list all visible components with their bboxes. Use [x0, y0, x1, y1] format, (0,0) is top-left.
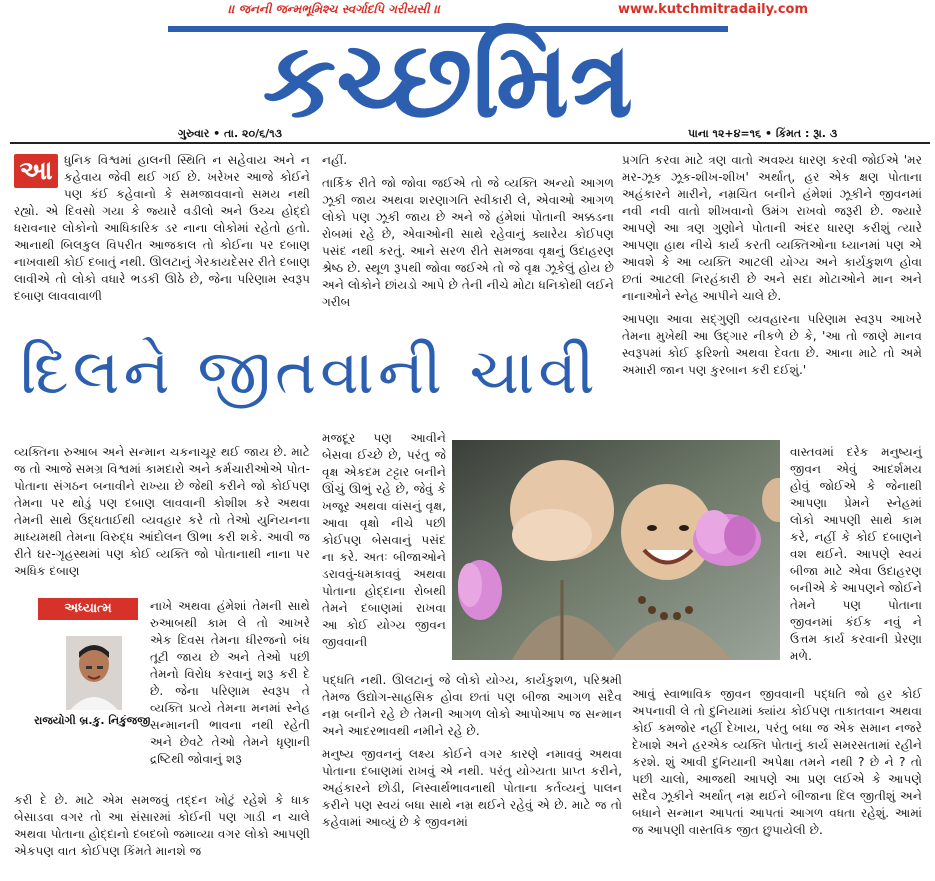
col2-top-p1: નહીં.: [322, 153, 348, 167]
col1-bottom-c-text: કરી દે છે. માટે એમ સમજવું તદ્દન ખોટું રહેશે કે ધાક બેસાડવા વગર તો આ સંસારમાં કોઈની પણ ગાડી ન ચાલે અથવા પોતાના હોદ્દાનો દબદબો જમાવ્યા વગર લોકો આપણી એકપણ વાત કોઈપણ કિંમતે માનશે જ: [14, 793, 310, 858]
website-link[interactable]: www.kutchmitradaily.com: [618, 2, 809, 17]
article-headline: દિલને જીતવાની ચાવી: [20, 335, 599, 408]
col3-bottom-a-text: વાસ્તવમાં દરેક મનુષ્યનું જીવન એવું આદર્શમય હોવું જોઈએ કે જેનાથી આપણા પ્રેમને સ્નેહમાં લોકો આપણી સાથે કામ કરે, નહીં કે કોઈ દબાણને વશ થઈને. આપણે સ્વયં બીજા માટે એવા ઉદાહરણ બનીએ કે આપણને જોઈને તેમને પણ પોતાના જીવનમાં કંઈક નવું ને ઉત્તમ કાર્ય કરવાની પ્રેરણા મળે.: [790, 445, 922, 663]
column-3-bottom-b: [632, 686, 922, 839]
page-info: પાના ૧૨+૪=૧૬ • કિંમત : રૂા. ૩: [688, 127, 838, 140]
col1-top-text: ધુનિક વિશ્વમાં હાલની સ્થિતિ ન સહેવાય અને ન કહેવાય જેવી થઈ ગઈ છે. ખરેખર આજે કોઈને પણ કંઈ કહેવાનો કે સમજાવવાનો સમય નથી રહ્યો. એ દિવસો ગયા કે જ્યારે વડીલો અને ઉચ્ચ હોદ્દો ધરાવનાર લોકોનો આધિકારિક ડર નાના લોકોમાં રહેતો હતો. આનાથી બિલકુલ વિપરીત આજકાલ તો કોઈના પર દબાણ નાખવાથી કોઈ દબાતું નથી. ઊલટાનું ગેરકાયદેસર રીતે દબાણ લાવીએ તો લોકો વધારે ભડકી ઊઠે છે, જેના પરિણામ સ્વરૂપ દબાણ લાવવાવાળી: [14, 153, 310, 303]
column-1-top: [14, 152, 310, 305]
col2-bottom-c-text: મનુષ્ય જીવનનું લક્ષ્ય કોઈને વગર કારણે નમાવવું અથવા પોતાના દબાણમાં રાખવું એ નથી. પરંતુ યોગ્યતા પ્રાપ્ત કરીને, અહંકારને છોડી, નિસ્વાર્થભાવનાથી પોતાના કર્તવ્યનું પાલન કરીને પણ સ્વયં બધા સાથે નમ્ર થઈને રહેવું એ છે. માટે જ તો કહેવામાં આવ્યું છે કે જીવનમાં: [322, 747, 622, 829]
header-divider: [10, 142, 930, 144]
column-2-top: [322, 152, 614, 317]
column-3-top: [622, 152, 922, 385]
col1-bottom-a-text: વ્યક્તિના રુઆબ અને સન્માન ચકનાચૂર થઈ જાય છે. માટે જ તો આજે સમગ્ર વિશ્વમાં કામદારો અને કર્મચારીઓએ પોત-પોતાના સંગઠન બનાવીને રાખ્યા છે જેથી કરીને જો કોઈપણ તેમના પર થોડું પણ દબાણ લાવવાની કોશીશ કરે અથવા તેમની સાથે ઉદ્ધતાઈથી વ્યવહાર કરે તો તેઓ યુનિયનના માધ્યમથી તેમના વિરુદ્ધ આંદોલન ઊભા કરી શકે. આવી જ રીતે ઘર-ગૃહસ્થમાં પણ કોઈ વ્યક્તિ જો પોતાનાથી નાના પર અધિક દબાણ: [14, 445, 310, 578]
section-label: અધ્યાત્મ: [38, 598, 138, 620]
article-photo: [452, 440, 780, 660]
masthead-logo: [168, 12, 768, 132]
column-1-bottom-c: [14, 792, 310, 860]
col2-top-p2: તાર્કિક રીતે જો જોવા જઈએ તો જે વ્યક્તિ અન્યો આગળ ઝૂકી જાય અથવા શરણાગતિ સ્વીકારી લે, એવાઓ આગળ લોકો પણ ઝૂકી જાય છે અને જે હંમેશાં પોતાની અક્કડના રોબમાં રહે છે, એવાઓની સાથે રહેવાનું ક્યારેય કોઈપણ પસંદ નથી કરતું. આને સરળ રીતે સમજવા વૃક્ષનું ઉદાહરણ શ્રેષ્ઠ છે. સ્થૂળ રૂપથી જોવા જઈએ તો જે વૃક્ષ ઝૂકેલું હોય છે અને લોકોને છાંયડો આપે છે તેની નીચે મોટા ધનિકોથી લઈને ગરીબ: [322, 176, 614, 309]
col3-top-p2: આપણા આવા સદ્ગુણી વ્યવહારના પરિણામ સ્વરૂપ આખરે તેમના મુખેથી આ ઉદ્ગાર નીકળે છે કે, 'આ તો જાણે માનવ સ્વરૂપમાં કોઈ ફરિશ્તો અથવા દેવતા છે. આના માટે તો અમે અમારી જાન પણ કુરબાન કરી દઈશું.': [622, 312, 922, 377]
col3-bottom-b-text: આવું સ્વાભાવિક જીવન જીવવાની પદ્ધતિ જો હર કોઈ અપનાવી લે તો દુનિયામાં ક્યાંય કોઈપણ તાકાતવાન અથવા કોઈ કમજોર નહીં દેખાય, પરંતુ બધા જ એક સમાન નજરે દેખાશે અને હરએક વ્યક્તિ પોતાનું કાર્ય સમરસતામાં રહીને કરશે. શું આવી દુનિયાની અપેક્ષા તમને નથી ? છે ને ? તો પછી ચાલો, આજથી આપણે આ પ્રણ લઈએ કે આપણે સદૈવ ઝૂકીને અર્થાત્ નમ્ર થઈને બીજાના દિલ જીતીશું અને બધાને સન્માન આપતાં આપતાં આગળ વધતા રહેશું. આમાં જ આપણી વાસ્તવિક જીત છુપાયેલી છે.: [632, 687, 922, 837]
col1-bottom-b-text: નાખે અથવા હંમેશાં તેમની સાથે રુઆબથી કામ લે તો આખરે એક દિવસ તેમના ધીરજનો બંધ તૂટી જાય છે અને તેઓ પછી તેમનો વિરોધ કરવાનું શરૂ કરી દે છે. જેના પરિણામ સ્વરૂપ તે વ્યક્તિ પ્રત્યે તેમના મનમાં સ્નેહ સન્માનની ભાવના નથી રહેતી અને છેવટે તેઓ તેમને ધૃણાની દ્રષ્ટિથી જોવાનું શરૂ: [150, 599, 310, 766]
column-2-bottom-b: [322, 672, 622, 837]
col2-bottom-b-text: પદ્ધતિ નથી. ઊલટાનું જે લોકો યોગ્ય, કાર્યકુશળ, પરિશ્રમી તેમજ ઉદ્યોગ-સાહસિક હોવા છતાં પણ બીજા આગળ સદૈવ નમ્ર બનીને રહે છે તેમની આગળ લોકો આપોઆપ જ સન્માન અને આદરભાવથી નમીને રહે છે.: [322, 673, 622, 738]
col2-bottom-a-text: મજદૂર પણ આવીને બેસવા ઈચ્છે છે, પરંતુ જે વૃક્ષ એકદમ ટટ્ટાર બનીને ઊંચું ઊભું રહે છે, જેવું કે ખજૂર અથવા વાંસનું વૃક્ષ, આવા વૃક્ષો નીચે પછી કોઈપણ બેસવાનું પસંદ ના કરે. અતઃ બીજાઓને ડરાવવું-ધમકાવવું અથવા પોતાના હોદ્દાના રોબથી તેમને દબાણમાં રાખવા આ કોઈ યોગ્ય જીવન જીવવાની: [322, 431, 446, 649]
author-portrait: [66, 636, 122, 710]
column-1-bottom-b: [150, 598, 310, 768]
masthead-title: કચ્છમિત્ર: [262, 19, 634, 132]
column-3-bottom-a: [790, 444, 922, 665]
issue-date: ગુરુવાર • તા. ૨૦/૬/૧૩: [178, 127, 283, 140]
column-1-bottom-a: [14, 444, 310, 580]
col3-top-p1: પ્રગતિ કરવા માટે ત્રણ વાતો અવશ્ય ધારણ કરવી જોઈએ 'મર મર-ઝૂક ઝૂક-શીખ-શીખ' અર્થાત્, હર એક ક્ષણ પોતાના અહંકારને મારીને, નમ્રચિત બનીને હંમેશાં ઝૂકીને જીવનમાં નવી નવી વાતો શીખવાનો ઉમંગ રાખવો જરૂરી છે. જ્યારે આપણે આ ત્રણ ગુણોને પોતાની અંદર ધારણ કરીશું ત્યારે આપણા હાથ નીચે કાર્ય કરતી વ્યક્તિઓના ધ્યાનમાં પણ એ આવશે કે આ વ્યક્તિ આટલી યોગ્ય અને કાર્યકુશળ હોવા છતાં આટલી નિરહંકારી છે અને સદા મોટાઓને માન અને નાનાઓને સ્નેહ આપીને ચાલે છે.: [622, 153, 922, 303]
column-2-bottom-a: [322, 430, 446, 651]
masthead-motto: ।। જનની જન્મભૂમિશ્ચ સ્વર્ગાદપિ ગરીયસી ।।: [228, 2, 441, 16]
author-byline: રાજયોગી બ્ર.કુ. નિકુંજજી: [34, 714, 151, 727]
drop-cap: આ: [14, 154, 58, 188]
